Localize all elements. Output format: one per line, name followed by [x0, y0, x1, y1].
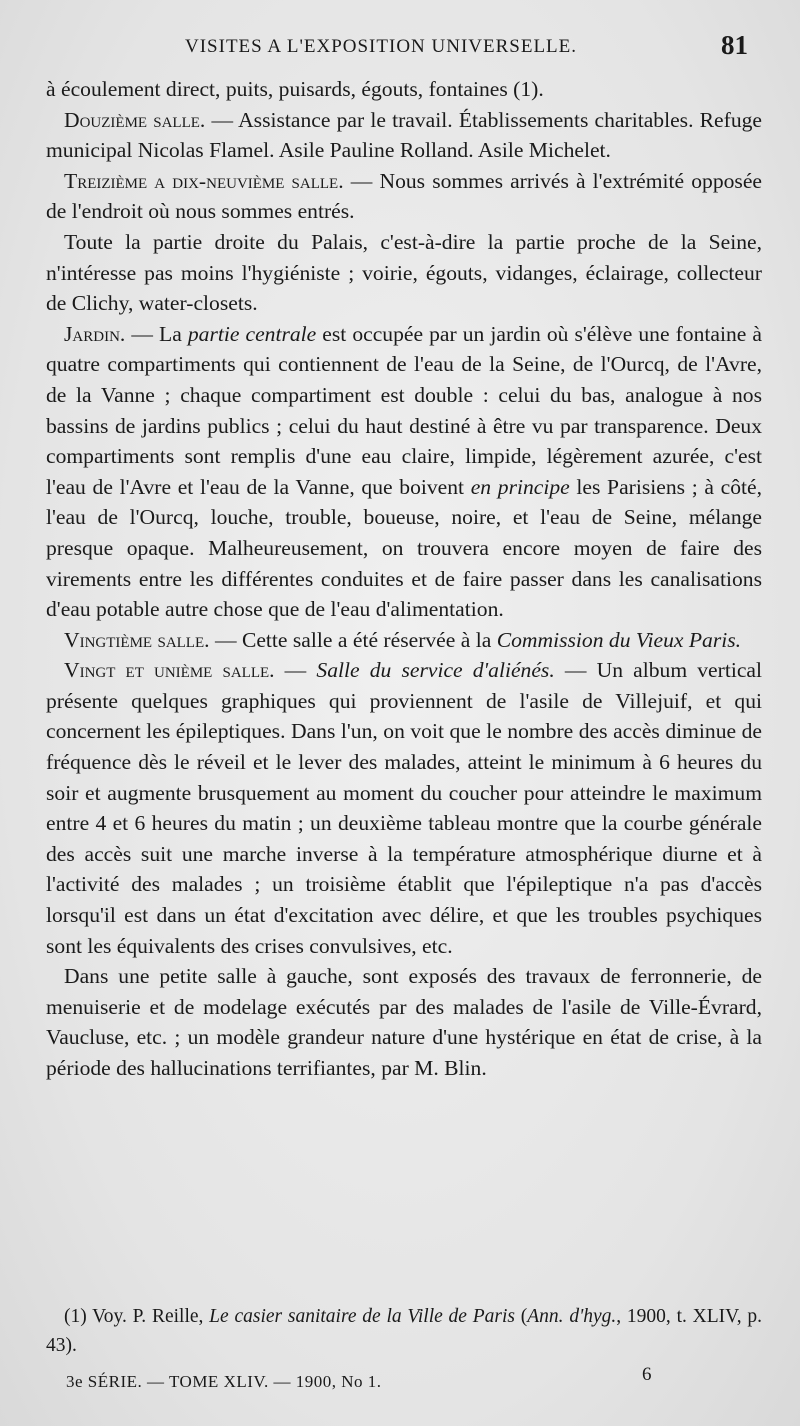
footnote	[46, 1302, 762, 1360]
paragraph-1-text: à écoulement direct, puits, puisards, égouts, fontaines (1).	[46, 77, 544, 101]
paragraph-5-italic-1: partie centrale	[187, 321, 317, 346]
paragraph-7-text-a: —	[274, 658, 317, 683]
paragraph-petite-salle	[46, 961, 762, 1083]
paragraph-partie-droite	[46, 227, 762, 319]
paragraph-5-text-b: est occupée par un jardin où s'élève une fontaine à quatre compartiments qui contiennent de l'eau de la Seine, de l'Ourcq, de l'Avre, de la Vanne ; chaque compartiment est double : celui du bas, analogue à nos bassins de jardins publics ; celui du haut destiné à être vu par transparence. Deux compartiments sont remplis d'une eau claire, limpide, légèrement azurée, c'est l'eau de l'Avre et l'eau de la Vanne, que boivent	[46, 321, 762, 499]
paragraph-vingt-et-unieme-salle	[46, 655, 762, 961]
paragraph-1	[46, 74, 762, 105]
paragraph-5-text-a: — La	[125, 321, 188, 346]
running-title: VISITES A L'EXPOSITION UNIVERSELLE.	[185, 36, 578, 57]
footnote-text-c: , 1900, t. XLIV, p. 43).	[46, 1306, 762, 1356]
signature-mark: 6	[642, 1364, 652, 1385]
page-footer: 3e SÉRIE. — TOME XLIV. — 1900, No 1.	[66, 1372, 382, 1391]
paragraph-6-italic: Commission du Vieux Paris.	[496, 627, 742, 652]
paragraph-8-text: Dans une petite salle à gauche, sont exposés des travaux de ferronnerie, de menuiserie et de modelage exécutés par des malades de l'asile de Ville-Évrard, Vaucluse, etc. ; un modèle grandeur nature d'une hystérique en état de crise, à la période des hallucinations terrifiantes, par M. Blin.	[46, 964, 762, 1080]
body-text	[46, 74, 762, 1084]
section-label-jardin: Jardin.	[64, 321, 126, 346]
footnote-italic-journal: Ann. d'hyg.	[527, 1306, 617, 1327]
paragraph-douzieme-salle	[46, 105, 762, 166]
page-number: 81	[721, 30, 748, 60]
paragraph-5-text-c: les Parisiens ; à côté, l'eau de l'Ourcq, louche, trouble, boueuse, noire, et l'eau de Seine, mélange presque opaque. Malheureusement, on trouvera encore moyen de faire des virements entre les différentes conduites et de faire passer dans les canalisations d'eau potable autre chose que de l'eau d'alimentation.	[46, 474, 762, 622]
section-label-douzieme: Douzième salle.	[64, 107, 206, 132]
paragraph-jardin	[46, 319, 762, 625]
paragraph-7-italic: Salle du service d'aliénés.	[316, 658, 555, 683]
paragraph-vingtieme-salle	[46, 625, 762, 656]
page-header	[40, 30, 760, 70]
paragraph-treizieme-salle	[46, 166, 762, 227]
paragraph-6-text: — Cette salle a été réservée à la	[209, 627, 497, 652]
paragraph-2-text: — Assistance par le travail. Établissements charitables. Refuge municipal Nicolas Flamel. Asile Pauline Rolland. Asile Michelet.	[46, 107, 762, 163]
paragraph-7-text-b: — Un album vertical présente quelques graphiques qui proviennent de l'asile de Villejuif, et qui concernent les épileptiques. Dans l'un, on voit que le nombre des accès diminue de fréquence dès le réveil et le lever des malades, atteint le minimum à 6 heures du soir et augmente brusquement au moment du coucher pour atteindre le maximum entre 4 et 6 heures du matin ; un deuxième tableau montre que la courbe générale des accès suit une marche inverse à la température atmosphérique diurne et à l'activité des malades ; un troisième établit que l'épileptique n'a pas d'accès lorsqu'il est dans un état d'excitation avec délire, et que les troubles psychiques sont les équivalents des crises convulsives, etc.	[46, 658, 762, 958]
paragraph-5-italic-2: en principe	[470, 474, 570, 499]
footnote-1	[46, 1302, 762, 1360]
section-label-vingt-et-unieme: Vingt et unième salle.	[64, 658, 275, 683]
footnote-text-a: (1) Voy. P. Reille,	[64, 1306, 210, 1327]
section-label-treizieme: Treizième a dix-neuvième salle.	[64, 168, 344, 193]
paragraph-3-text: — Nous sommes arrivés à l'extrémité opposée de l'endroit où nous sommes entrés.	[46, 168, 762, 224]
section-label-vingtieme: Vingtième salle.	[64, 627, 210, 652]
paragraph-4-text: Toute la partie droite du Palais, c'est-à-dire la partie proche de la Seine, n'intéresse pas moins l'hygiéniste ; voirie, égouts, vidanges, éclairage, collecteur de Clichy, water-closets.	[46, 229, 762, 316]
footnote-text-b: (	[514, 1306, 528, 1327]
footnote-italic-title: Le casier sanitaire de la Ville de Paris	[209, 1306, 515, 1327]
